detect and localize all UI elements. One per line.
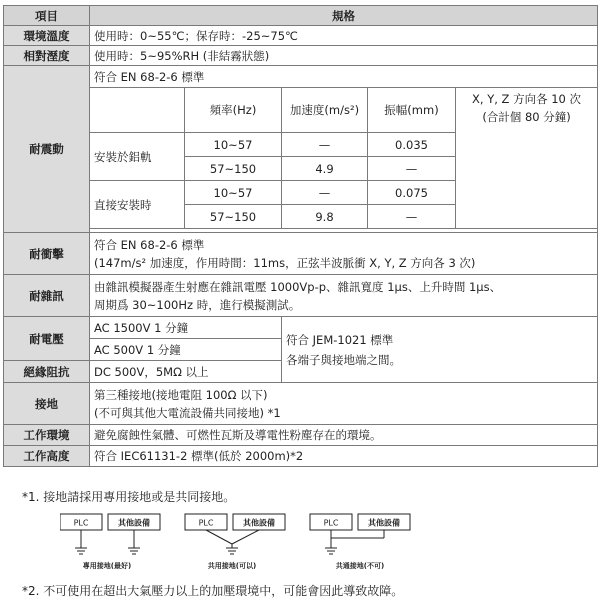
rail-row1-amp: 0.035 — [368, 133, 456, 157]
noise-value — [90, 275, 598, 317]
direct-mount-label: 直接安裝時 — [90, 181, 185, 229]
direct-row1-amp: 0.075 — [368, 181, 456, 205]
shock-line1: 符合 EN 68-2-6 標準 — [94, 237, 205, 252]
voltage-ac500: AC 500V 1 分鐘 — [90, 339, 282, 361]
voltage-label: 耐電壓 — [4, 317, 90, 361]
col-acceleration: 加速度(m/s²) — [282, 88, 368, 133]
ground-symbol-2 — [226, 548, 238, 554]
insulation-value: DC 500V，5MΩ 以上 — [90, 361, 282, 383]
env-temp-value: 使用時：0~55℃；保存時：-25~75℃ — [90, 26, 598, 46]
direct-row2-freq: 57~150 — [185, 205, 282, 229]
vibration-direction — [456, 88, 598, 229]
work-alt-label: 工作高度 — [4, 446, 90, 467]
caption-shared: 共通接地(不可) — [335, 562, 385, 570]
ground-symbol-1a — [75, 548, 87, 554]
vibration-blank-cell — [90, 88, 185, 133]
voltage-ac1500: AC 1500V 1 分鐘 — [90, 317, 282, 339]
header-spec: 規格 — [90, 6, 598, 26]
note-2: *2. 不可使用在超出大氣壓力以上的加壓環境中，可能會因此導致故障。 — [22, 584, 404, 598]
vibration-standard: 符合 EN 68-2-6 標準 — [90, 66, 598, 88]
noise-line1: 由雜訊模擬器產生射應在雜訊電壓 1000Vp-p、雜訊寬度 1μs、上升時間 1μs、 — [94, 279, 502, 294]
ground-label: 接地 — [4, 383, 90, 425]
work-alt-value: 符合 IEC61131-2 標準(低於 2000m)*2 — [90, 446, 598, 467]
humidity-value: 使用時：5~95%RH (非結霧狀態) — [90, 46, 598, 66]
noise-line2: 周期爲 30~100Hz 時，進行模擬測試。 — [94, 297, 301, 312]
caption-common: 共用接地(可以) — [207, 562, 257, 570]
work-env-label: 工作環境 — [4, 425, 90, 446]
rail-row2-freq: 57~150 — [185, 157, 282, 181]
direct-row2-amp: — — [368, 205, 456, 229]
ground-line2: (不可與其他大電流設備共同接地) *1 — [94, 405, 281, 420]
shock-line2: (147m/s² 加速度，作用時間：11ms，正弦半波脈衝 X, Y, Z 方向各 3 次) — [94, 255, 476, 270]
ground-value — [90, 383, 598, 425]
humidity-label: 相對溼度 — [4, 46, 90, 66]
plc-label-2: PLC — [198, 518, 214, 528]
work-env-value: 避免腐蝕性氣體、可燃性瓦斯及導電性粉塵存在的環境。 — [90, 425, 598, 446]
plc-label-3: PLC — [323, 518, 339, 528]
ground-symbol-1b — [128, 548, 140, 554]
plc-label-1: PLC — [73, 518, 89, 528]
rail-mount-label: 安裝於鋁軌 — [90, 133, 185, 181]
direct-row1-freq: 10~57 — [185, 181, 282, 205]
rail-row2-amp: — — [368, 157, 456, 181]
shock-label: 耐衝擊 — [4, 233, 90, 275]
direction-line2: (合計個 80 分鐘) — [482, 110, 571, 124]
rail-row2-accel: 4.9 — [282, 157, 368, 181]
device-label-1: 其他設備 — [118, 518, 150, 528]
env-temp-label: 環境溫度 — [4, 26, 90, 46]
voltage-note-line2: 各端子與接地端之間。 — [286, 352, 401, 367]
rail-row1-accel: — — [282, 133, 368, 157]
shock-value — [90, 233, 598, 275]
device-label-2: 其他設備 — [243, 518, 275, 528]
spec-table — [3, 5, 598, 467]
insulation-label: 絕緣阻抗 — [4, 361, 90, 383]
ground-line1: 第三種接地(接地電阻 100Ω 以下) — [94, 387, 268, 402]
direct-row2-accel: 9.8 — [282, 205, 368, 229]
note-1: *1. 接地請採用專用接地或是共同接地。 — [22, 490, 236, 504]
caption-dedicated: 專用接地(最好) — [82, 562, 132, 570]
col-frequency: 頻率(Hz) — [185, 88, 282, 133]
col-amplitude: 振幅(mm) — [368, 88, 456, 133]
voltage-note-line1: 符合 JEM-1021 標準 — [286, 332, 394, 347]
vibration-label: 耐震動 — [4, 66, 90, 233]
grounding-diagram — [60, 512, 470, 574]
direct-row1-accel: — — [282, 181, 368, 205]
ground-symbol-3 — [325, 548, 337, 554]
direction-line1: X, Y, Z 方向各 10 次 — [472, 92, 582, 106]
device-label-3: 其他設備 — [368, 518, 400, 528]
noise-label: 耐雜訊 — [4, 275, 90, 317]
header-item: 項目 — [4, 6, 90, 26]
rail-row1-freq: 10~57 — [185, 133, 282, 157]
voltage-note — [282, 317, 598, 383]
